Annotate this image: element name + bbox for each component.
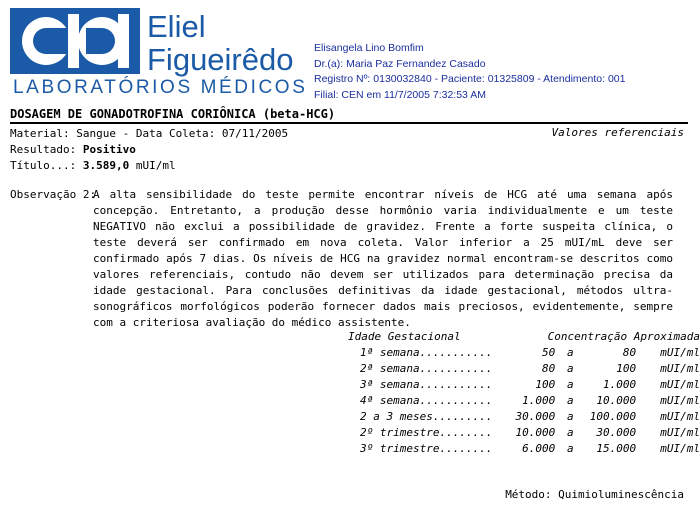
result-line [10,142,136,158]
header-idade: Idade Gestacional [348,330,461,343]
brand-subtitle: LABORATÓRIOS MÉDICOS [13,77,308,98]
cell-idade: 4ª semana........... [360,394,493,407]
cell-idade: 3ª semana........... [360,378,493,391]
result-label: Resultado: [10,143,83,156]
cell-a: a [566,394,574,407]
observation-label: Observação 2: [10,188,97,201]
cell-max: 80 [622,346,637,359]
cell-max: 100.000 [589,410,637,423]
cell-unit: mUI/ml [660,378,700,391]
cell-unit: mUI/ml [660,410,700,423]
titer-line [10,158,176,174]
material-line: Material: Sangue - Data Coleta: 07/11/2005 [10,127,289,140]
brand-name-line1: Eliel [147,9,206,44]
method-line: Método: Quimioluminescência [505,488,684,501]
cell-idade: 1ª semana........... [360,346,493,359]
cell-max: 10.000 [596,394,637,407]
table-header-row [344,329,700,345]
cell-min: 1.000 [522,394,556,407]
cell-unit: mUI/ml [660,442,700,455]
observation-text: A alta sensibilidade do teste permite encontrar níveis de HCG até uma semana após concepção. Entretanto, a produção desse hormônio varia individualmente e um teste NEGATIVO não exclui a possibilidade de gravidez. Frente a forte suspeita clínica, o teste deverá ser confirmado em nova coleta. Valor inferior a 25 mUI/mL deve ser confirmado após 7 dias. Os níveis de HCG na gravidez normal encontram-se descritos como valores referenciais, contudo não devem ser utilizados para determinação precisa da idade gestacional. Para conclusões definitivas da idade gestacional, métodos ultra-sonográficos morfológicos poderão fornecer dados mais preciosos, evidentemente, sempre com a criteriosa avaliação do médico assistente. [93,188,673,329]
cell-a: a [566,442,574,455]
doctor-name: Dr.(a): Maria Paz Fernandez Casado [314,57,486,70]
cell-idade: 2ª semana........... [360,362,493,375]
cell-a: a [566,426,574,439]
cell-min: 30.000 [515,410,556,423]
gestational-reference-table [344,329,700,457]
cell-min: 50 [542,346,556,359]
table-row [344,345,700,361]
patient-name: Elisangela Lino Bomfim [314,42,424,54]
table-row [344,393,700,409]
table-row [344,377,700,393]
titer-value: 3.589,0 [82,159,130,172]
lab-logo [10,8,308,100]
cell-unit: mUI/ml [660,346,700,359]
titer-unit: mUI/ml [129,159,176,172]
cell-unit: mUI/ml [660,394,700,407]
cell-a: a [566,362,574,375]
brand-name-line2: Figueirêdo [147,42,294,77]
cell-idade: 3º trimestre........ [360,442,493,455]
table-row [344,425,700,441]
branch-date: Filial: CEN em 11/7/2005 7:32:53 AM [314,88,486,101]
cell-a: a [566,410,574,423]
header-concentracao: Concentração Aproximada [547,330,700,343]
cell-min: 6.000 [522,442,556,455]
cell-min: 10.000 [515,426,556,439]
reference-header: Valores referenciais [551,126,684,139]
result-value: Positivo [82,143,136,156]
table-row [344,361,700,377]
patient-info [314,41,625,103]
logo-mark-icon [10,8,140,74]
cell-unit: mUI/ml [660,362,700,375]
cell-max: 30.000 [596,426,637,439]
cell-idade: 2 a 3 meses......... [360,410,493,423]
registration-info: Registro Nº: 0130032840 - Paciente: 01325809 - Atendimento: 001 [314,73,626,85]
cell-min: 100 [535,378,556,391]
title-divider [10,122,688,124]
cell-a: a [566,346,574,359]
cell-max: 15.000 [596,442,637,455]
cell-unit: mUI/ml [660,426,700,439]
table-row [344,441,700,457]
cell-max: 100 [616,362,637,375]
cell-idade: 2º trimestre........ [360,426,493,439]
cell-min: 80 [542,362,556,375]
table-row [344,409,700,425]
exam-title: DOSAGEM DE GONADOTROFINA CORIÔNICA (beta-HCG) [10,107,336,121]
cell-a: a [566,378,574,391]
titer-label: Título...: [10,159,83,172]
cell-max: 1.000 [603,378,637,391]
